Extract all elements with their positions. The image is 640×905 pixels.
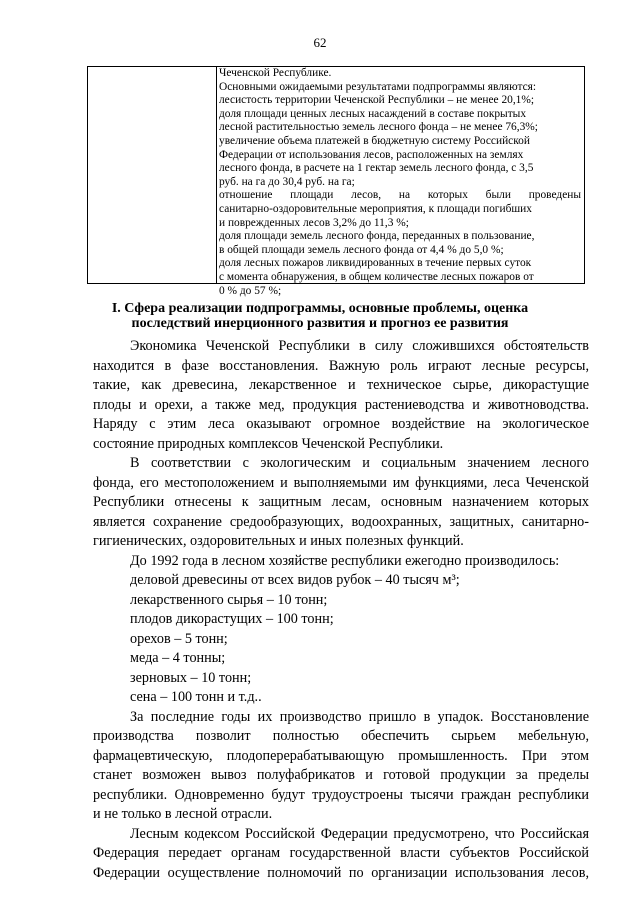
table-column-divider: [216, 67, 217, 283]
table-line: отношение площади лесов, на которых были проведены: [219, 189, 581, 202]
table-line: лесного фонда, в расчете на 1 гектар земель лесного фонда, с 3,5: [219, 162, 534, 175]
table-line: и поврежденных лесов 3,2% до 11,3 %;: [219, 216, 409, 229]
list-item: меда – 4 тонны;: [130, 650, 226, 666]
paragraph-line: плоды и орехи, а также мед, продукция растениеводства и животноводства.: [93, 396, 589, 413]
page-number: 62: [313, 35, 327, 50]
list-item: деловой древесины от всех видов рубок – 40 тысяч м³;: [130, 572, 460, 588]
table-line: 0 % до 57 %;: [219, 284, 282, 297]
table-cell-expected-results: [219, 67, 581, 298]
table-line: с момента обнаружения, в общем количестве лесных пожаров от: [219, 270, 534, 283]
goals-table: [87, 66, 585, 297]
list-item: плодов дикорастущих – 100 тонн;: [130, 611, 334, 627]
table-line: Федерации от использования лесов, расположенных на землях: [219, 148, 524, 161]
paragraph-line: гигиенических, оздоровительных и иных полезных функций.: [93, 533, 464, 549]
list-item: лекарственного сырья – 10 тонн;: [130, 591, 328, 608]
paragraph-line: Лесным кодексом Российской Федерации предусмотрено, что Российская: [130, 825, 589, 842]
paragraph-line: Наряду с этим леса оказывают огромное воздействие на экологическое: [93, 416, 589, 432]
paragraph-line: такие, как древесина, лекарственное и техническое сырье, дикорастущие: [93, 377, 589, 393]
paragraph-line: станет возможен вывоз полуфабрикатов и готовой продукции за пределы: [93, 767, 589, 783]
list-item: орехов – 5 тонн;: [130, 630, 228, 647]
paragraph-line: Федерация передает органам государственной власти субъектов Российской: [93, 845, 589, 861]
table-line: доля площади земель лесного фонда, переданных в пользование,: [219, 230, 535, 243]
paragraph-line: состояние природных комплексов Чеченской Республики.: [93, 435, 444, 452]
paragraph-line: Республики отнесены к защитным лесам, основным назначением которых: [93, 494, 589, 510]
body-text: [93, 337, 589, 883]
table-line: лесистость территории Чеченской Республики – не менее 20,1%;: [219, 94, 535, 107]
table-line: доля лесных пожаров ликвидированных в течение первых суток: [219, 257, 532, 270]
section-heading-line: последствий инерционного развития и прогноз ее развития: [131, 316, 509, 331]
table-line: доля площади ценных лесных насаждений в составе покрытых: [219, 107, 527, 120]
paragraph-line: республики. Одновременно будут трудоустроены тысячи граждан республики: [93, 786, 589, 803]
paragraph-line: фонда, его местоположением и выполняемыми им функциями, леса Чеченской: [93, 474, 589, 491]
paragraph-line: производства позволит полностью обеспечить сырьем мебельную,: [93, 728, 589, 744]
list-item: сена – 100 тонн и т.д..: [130, 689, 262, 705]
table-line: санитарно-оздоровительные мероприятия, к площади погибших: [219, 202, 532, 215]
paragraph-line: фармацевтическую, плодоперерабатывающую промышленность. При этом: [93, 747, 589, 764]
table-line: руб. на га до 30,4 руб. на га;: [219, 175, 355, 188]
table-line: увеличение объема платежей в бюджетную систему Российской: [219, 134, 530, 147]
table-line: в общей площади земель лесного фонда от 4,4 % до 5,0 %;: [219, 243, 504, 256]
paragraph-line: и не только в лесной отрасли.: [93, 806, 273, 822]
list-item: зерновых – 10 тонн;: [130, 669, 252, 686]
paragraph-line: До 1992 года в лесном хозяйстве республики ежегодно производилось:: [130, 552, 560, 569]
paragraph-line: За последние годы их производство пришло в упадок. Восстановление: [130, 708, 589, 725]
paragraph-line: Экономика Чеченской Республики в силу сложившихся обстоятельств: [130, 338, 589, 354]
paragraph-line: находится в фазе восстановления. Важную роль играют лесные ресурсы,: [93, 357, 589, 374]
section-heading: [0, 301, 640, 331]
paragraph-line: является сохранение средообразующих, водоохранных, защитных, санитарно-: [93, 513, 589, 530]
section-heading-line: I. Сфера реализации подпрограммы, основные проблемы, оценка: [111, 301, 529, 316]
table-line: Чеченской Республике.: [219, 67, 332, 79]
paragraph-line: В соответствии с экологическим и социальным значением лесного: [130, 455, 589, 471]
table-line: лесной растительностью земель лесного фонда – не менее 76,3%;: [219, 121, 538, 134]
table-line: Основными ожидаемыми результатами подпрограммы являются:: [219, 80, 537, 93]
paragraph-line: Федерации осуществление полномочий по организации использования лесов,: [93, 864, 589, 881]
